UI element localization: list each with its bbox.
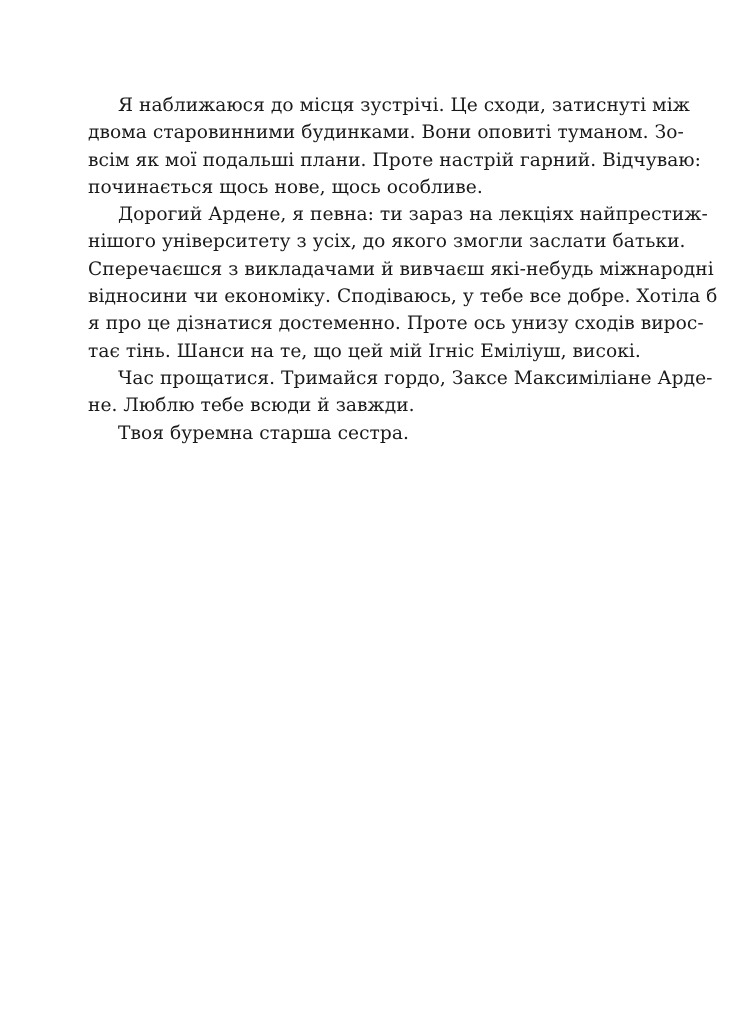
paragraph bbox=[88, 92, 701, 201]
text-line: починається щось нове, щось особливе. bbox=[88, 176, 483, 198]
paragraph bbox=[88, 365, 713, 420]
text-line: не. Люблю тебе всюди й завжди. bbox=[88, 395, 415, 417]
paragraph bbox=[88, 201, 718, 365]
text-line: Дорогий Ардене, я певна: ти зараз на лекціях найпрестиж- bbox=[118, 204, 708, 226]
text-line: всім як мої подальші плани. Проте настрій гарний. Відчуваю: bbox=[88, 149, 701, 171]
text-line: я про це дізнатися достеменно. Проте ось унизу сходів вирос- bbox=[88, 313, 704, 335]
text-line: Сперечаєшся з викладачами й вивчаєш які-небудь міжнародні bbox=[88, 258, 714, 280]
text-line: нішого університету з усіх, до якого змогли заслати батьки. bbox=[88, 231, 686, 253]
text-line: Я наближаюся до місця зустрічі. Це сходи, затиснуті між bbox=[118, 95, 690, 116]
body-text bbox=[88, 92, 718, 447]
paragraph bbox=[88, 420, 654, 447]
text-line: Твоя буремна старша сестра. bbox=[118, 422, 409, 444]
text-line: Час прощатися. Тримайся гордо, Заксе Максиміліане Арде- bbox=[118, 367, 713, 389]
text-line: двома старовинними будинками. Вони оповиті туманом. Зо- bbox=[88, 122, 684, 144]
text-line: відносини чи економіку. Сподіваюсь, у тебе все добре. Хотіла б bbox=[88, 286, 718, 308]
text-line: тає тінь. Шанси на те, що цей мій Ігніс Еміліуш, високі. bbox=[88, 340, 641, 362]
